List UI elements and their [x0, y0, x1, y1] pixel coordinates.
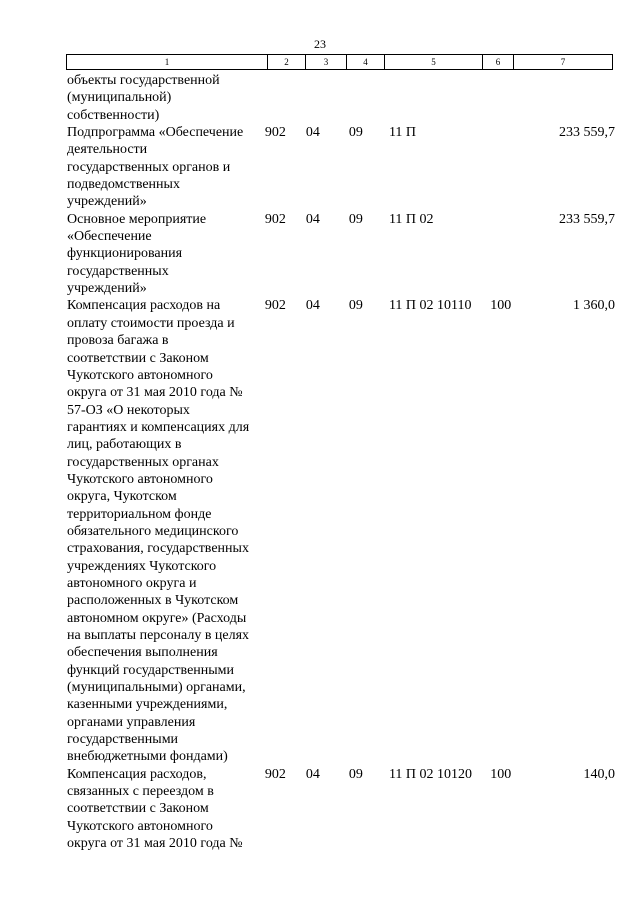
subsection-code [345, 72, 385, 124]
admin-code: 902 [264, 298, 286, 314]
expense-type-code: 100 [490, 298, 512, 314]
expense-name: объекты государственной (муниципальной) собственности) [67, 73, 220, 123]
table-row [67, 766, 615, 853]
expense-name: Компенсация расходов на оплату стоимости проезда и провоза багажа в соответствии с Законом Чукотского автономного округа от 31 мая 2010 года № 57-ОЗ «О некоторых гарантиях и компенсациях для лиц, работающих в государственных органах Чукотского автономного округа, Чукотском территориальном фонде обязательного медицинского страхования, государственных учреждениях Чукотского автономного округа и расположенных в Чукотском автономном округе» (Расходы на выплаты персоналу в целях обеспечения выполнения функций государственными (муниципальными) органами, казенными учреждениями, органами управления государственными внебюджетными фондами) [67, 298, 250, 765]
expense-name: Основное мероприятие «Обеспечение функционирования государственных учреждений» [67, 211, 207, 297]
expense-type-code [490, 211, 512, 298]
section-code: 04 [305, 125, 320, 141]
header-col-3: 3 [306, 55, 347, 70]
target-article-code: 11 П 02 [388, 211, 434, 227]
amount: 233 559,7 [559, 125, 615, 141]
section-code [302, 72, 345, 124]
header-col-7: 7 [514, 55, 613, 70]
admin-code: 902 [264, 766, 286, 782]
expense-name: Компенсация расходов, связанных с переездом в соответствии с Законом Чукотского автономного округа от 31 мая 2010 года № [67, 766, 243, 852]
table-row [67, 211, 615, 298]
section-code: 04 [305, 766, 320, 782]
subsection-code: 09 [348, 766, 363, 782]
target-article-code: 11 П 02 10110 [388, 298, 472, 314]
header-col-5: 5 [385, 55, 483, 70]
expense-type-code [490, 124, 512, 211]
expense-type-code [490, 72, 512, 124]
expense-type-code: 100 [490, 766, 512, 782]
target-article-code: 11 П [388, 125, 417, 141]
amount: 140,0 [583, 766, 615, 782]
admin-code: 902 [264, 125, 286, 141]
expense-name: Подпрограмма «Обеспечение деятельности государственных органов и подведомственных учреждений» [67, 125, 244, 210]
section-code: 04 [305, 298, 320, 314]
header-col-4: 4 [347, 55, 385, 70]
budget-table-body [67, 72, 615, 852]
header-col-2: 2 [268, 55, 306, 70]
header-row [67, 55, 613, 70]
header-col-6: 6 [483, 55, 514, 70]
amount: 1 360,0 [573, 298, 615, 314]
target-article-code: 11 П 02 10120 [388, 766, 473, 782]
amount: 233 559,7 [559, 211, 615, 227]
table-row [67, 124, 615, 211]
subsection-code: 09 [348, 298, 363, 314]
table-row [67, 297, 615, 765]
amount [513, 72, 615, 124]
section-code: 04 [305, 211, 320, 227]
header-col-1: 1 [67, 55, 268, 70]
subsection-code: 09 [348, 211, 363, 227]
target-article-code [385, 72, 490, 124]
admin-code: 902 [264, 211, 286, 227]
page-number: 23 [314, 37, 326, 51]
subsection-code: 09 [348, 125, 363, 141]
table-row [67, 72, 615, 124]
admin-code [263, 72, 302, 124]
column-number-header [66, 54, 613, 70]
